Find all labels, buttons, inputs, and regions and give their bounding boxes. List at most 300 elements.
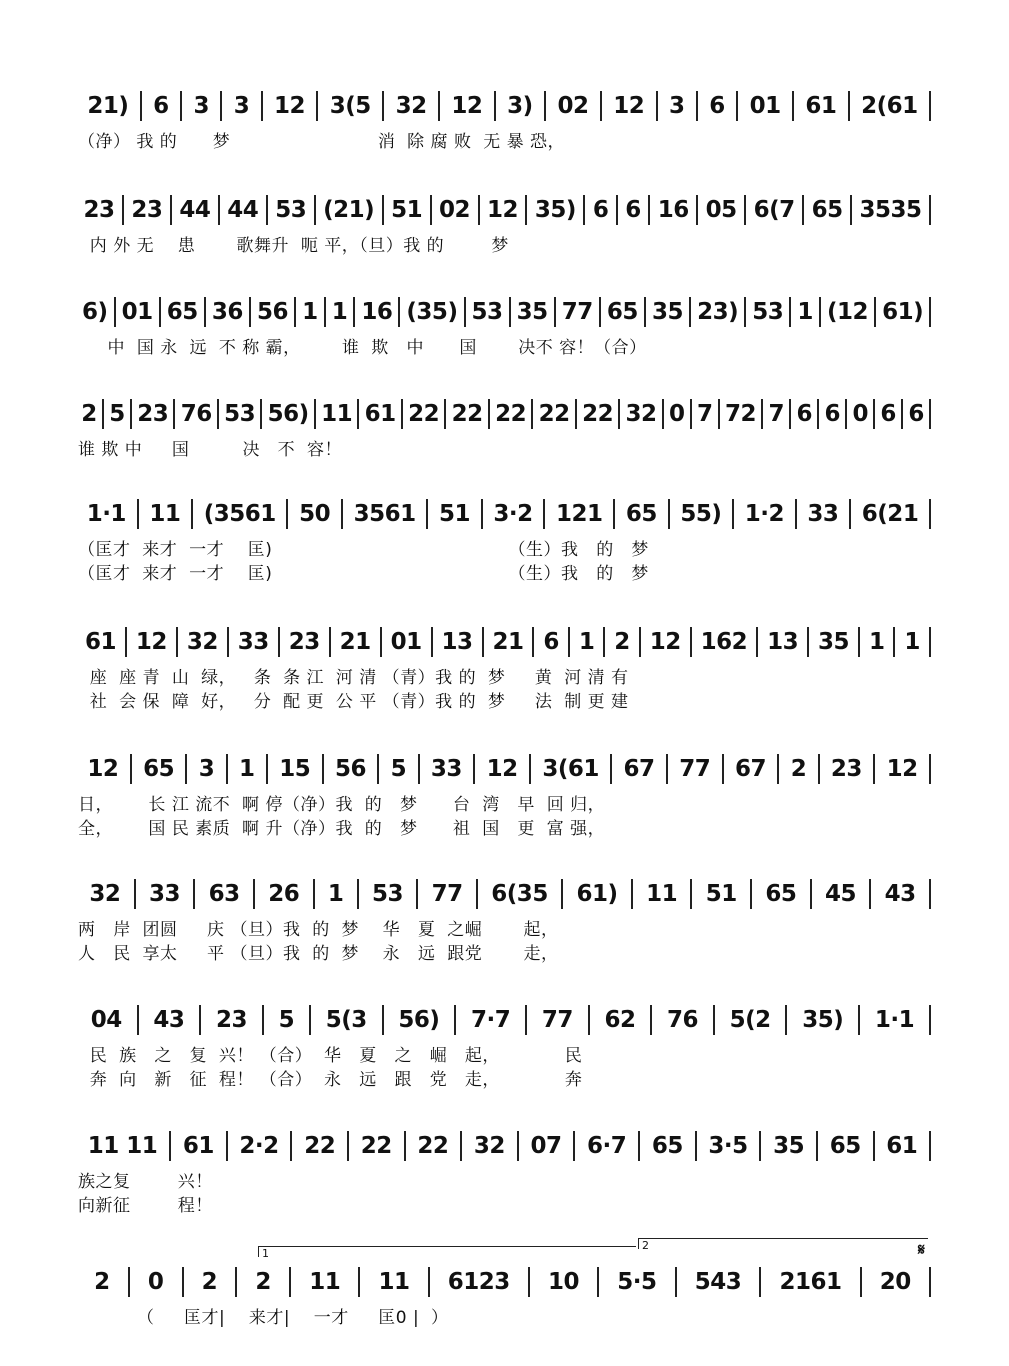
measure: 67	[734, 756, 766, 782]
measure: 77	[679, 756, 711, 782]
barline	[286, 499, 288, 529]
barline	[226, 1131, 228, 1161]
measure: 3	[669, 93, 685, 119]
measure: 1	[904, 629, 920, 655]
measure: 3	[193, 93, 209, 119]
barline	[695, 1131, 697, 1161]
measure: 5·5	[617, 1269, 657, 1295]
barline	[329, 627, 331, 657]
barline	[262, 1005, 264, 1035]
measure: 2	[81, 401, 97, 427]
barline	[380, 627, 382, 657]
barline	[929, 879, 931, 909]
barline	[792, 91, 794, 121]
measure: 6	[709, 93, 725, 119]
measure: 61	[364, 401, 396, 427]
measure: 3(5	[329, 93, 371, 119]
barline	[324, 297, 326, 327]
measure: 33	[807, 501, 839, 527]
barline	[102, 399, 104, 429]
barline	[802, 195, 804, 225]
score-system	[78, 1258, 933, 1330]
barline	[573, 1131, 575, 1161]
measure: (12	[826, 299, 868, 325]
measure: 67	[623, 756, 655, 782]
measure: 21)	[87, 93, 129, 119]
measure: 1	[331, 299, 348, 325]
barline	[818, 754, 820, 784]
measure: 50	[299, 501, 331, 527]
measure: 23	[83, 197, 115, 223]
barline	[648, 195, 650, 225]
barline	[631, 879, 633, 909]
measure: 43	[884, 881, 916, 907]
measure: 23	[288, 629, 320, 655]
barline	[509, 297, 511, 327]
measure: 51	[391, 197, 423, 223]
barline	[428, 1267, 430, 1297]
measure: 02	[557, 93, 589, 119]
barline	[217, 399, 219, 429]
lyric-line: 谁 欺 中 国 决 不 容！	[78, 440, 342, 460]
barline	[226, 754, 228, 784]
measure: 6	[625, 197, 641, 223]
barline	[488, 399, 490, 429]
measure: 6(7	[753, 197, 795, 223]
barline	[544, 91, 546, 121]
measure: 02	[439, 197, 471, 223]
barline	[893, 627, 895, 657]
measure: 162	[700, 629, 748, 655]
measure: 01	[121, 299, 153, 325]
measure: 2161	[779, 1269, 842, 1295]
measure: 65	[166, 299, 198, 325]
barline	[294, 297, 296, 327]
measure: 44	[179, 197, 211, 223]
barline	[218, 195, 220, 225]
score-system	[78, 870, 933, 966]
lyric-line: 族之复 兴！	[78, 1172, 213, 1192]
barline	[777, 754, 779, 784]
measure: 2	[201, 1269, 218, 1295]
barline	[929, 627, 931, 657]
barline	[473, 754, 475, 784]
barline	[137, 499, 139, 529]
measure: 6	[824, 401, 840, 427]
barline	[316, 91, 318, 121]
barline	[568, 627, 570, 657]
measure: 543	[694, 1269, 742, 1295]
measure: 23	[131, 197, 163, 223]
measure: 15	[279, 756, 311, 782]
barline	[444, 399, 446, 429]
barline	[357, 879, 359, 909]
measure: 36	[211, 299, 243, 325]
barline	[656, 91, 658, 121]
barline	[290, 1131, 292, 1161]
score-system	[78, 288, 933, 360]
barline	[314, 399, 316, 429]
measure: 6	[153, 93, 169, 119]
barline	[929, 754, 931, 784]
measure: 23)	[697, 299, 739, 325]
measure: 12	[886, 756, 918, 782]
measure: 3	[198, 756, 215, 782]
barline	[130, 399, 132, 429]
measure: 13	[441, 629, 473, 655]
measure: 65	[651, 1133, 683, 1159]
barline	[718, 399, 720, 429]
barline	[610, 754, 612, 784]
measure: 5(3	[325, 1007, 367, 1033]
barline	[929, 399, 931, 429]
barline	[347, 1131, 349, 1161]
barline	[816, 1131, 818, 1161]
measure: 11	[378, 1269, 410, 1295]
measure: 5	[109, 401, 125, 427]
measure: 76	[180, 401, 212, 427]
barline	[599, 297, 601, 327]
barline	[460, 1131, 462, 1161]
measure: 76	[667, 1007, 699, 1033]
measure: 10	[547, 1269, 579, 1295]
measure: 6	[908, 401, 924, 427]
notation-row	[78, 1258, 933, 1306]
barline	[668, 499, 670, 529]
measure: 12	[486, 197, 518, 223]
measure: 2(61	[861, 93, 918, 119]
barline	[722, 754, 724, 784]
barline	[583, 195, 585, 225]
barline	[398, 297, 400, 327]
measure: (35)	[406, 299, 458, 325]
measure: 12	[135, 629, 167, 655]
barline	[554, 297, 556, 327]
measure: 01	[390, 629, 422, 655]
measure: 3·2	[493, 501, 533, 527]
measure: 11	[321, 401, 353, 427]
barline	[929, 1131, 931, 1161]
barline	[170, 195, 172, 225]
barline	[650, 1005, 652, 1035]
barline	[176, 627, 178, 657]
measure: 11	[646, 881, 678, 907]
measure: 53	[224, 401, 256, 427]
measure: 56)	[267, 401, 309, 427]
measure: 1	[302, 299, 318, 325]
measure: 2	[255, 1269, 271, 1295]
barline	[638, 1131, 640, 1161]
measure: 11	[149, 501, 181, 527]
measure: 61	[182, 1133, 214, 1159]
measure: 33	[430, 756, 462, 782]
measure: (3561	[203, 501, 276, 527]
barline	[313, 879, 315, 909]
score-system	[78, 186, 933, 258]
barline	[173, 399, 175, 429]
barline	[858, 1005, 860, 1035]
barline	[525, 195, 527, 225]
measure: 6	[796, 401, 812, 427]
barline	[603, 627, 605, 657]
measure: 1	[797, 299, 813, 325]
notation-row	[78, 390, 933, 438]
measure: 62	[604, 1007, 636, 1033]
barline	[732, 499, 734, 529]
barline	[314, 195, 316, 225]
barline	[261, 91, 263, 121]
measure: 12	[87, 756, 119, 782]
measure: 7	[768, 401, 784, 427]
barline	[644, 297, 646, 327]
barline	[789, 297, 791, 327]
barline	[528, 1267, 530, 1297]
barline	[850, 195, 852, 225]
barline	[561, 879, 563, 909]
measure: 32	[395, 93, 427, 119]
measure: 53	[372, 881, 404, 907]
barline	[848, 91, 850, 121]
score-system	[78, 1122, 933, 1218]
measure: 32	[186, 629, 218, 655]
barline	[690, 879, 692, 909]
barline	[750, 879, 752, 909]
measure: 3535	[859, 197, 922, 223]
barline	[341, 499, 343, 529]
barline	[531, 399, 533, 429]
segno-sign: 𝄋	[918, 1240, 925, 1259]
measure: 0	[852, 401, 868, 427]
barline	[134, 879, 136, 909]
barline	[401, 399, 403, 429]
measure: 33	[237, 629, 269, 655]
barline	[869, 879, 871, 909]
measure: 21	[492, 629, 524, 655]
measure: 23	[216, 1007, 248, 1033]
measure: 53	[275, 197, 307, 223]
barline	[185, 754, 187, 784]
barline	[309, 1005, 311, 1035]
barline	[404, 1131, 406, 1161]
barline	[476, 879, 478, 909]
measure: 22	[451, 401, 483, 427]
measure: 22	[417, 1133, 449, 1159]
barline	[756, 627, 758, 657]
notation-row	[78, 996, 933, 1044]
measure: 6(35	[491, 881, 548, 907]
measure: 1	[327, 881, 344, 907]
lyric-line: 日， 长 江 流不 啊 停（净）我 的 梦 台 湾 早 回 归，	[78, 795, 606, 815]
lyric-line: 奔 向 新 征 程！ （合） 永 远 跟 党 走， 奔	[78, 1070, 583, 1090]
barline	[416, 879, 418, 909]
volta-second-ending: 2	[638, 1238, 928, 1249]
measure: 12	[613, 93, 645, 119]
measure: 20	[879, 1269, 911, 1295]
measure: 61)	[882, 299, 924, 325]
measure: 05	[705, 197, 737, 223]
measure: 61	[886, 1133, 918, 1159]
barline	[199, 1005, 201, 1035]
barline	[860, 1267, 862, 1297]
measure: 6123	[447, 1269, 510, 1295]
barline	[689, 297, 691, 327]
measure: 72	[725, 401, 757, 427]
measure: 12	[274, 93, 306, 119]
barline	[675, 1267, 677, 1297]
measure: 65	[811, 197, 843, 223]
notation-row	[78, 288, 933, 336]
measure: 55)	[680, 501, 722, 527]
barline	[690, 627, 692, 657]
lyric-line: 民 族 之 复 兴！ （合） 华 夏 之 崛 起， 民	[78, 1046, 583, 1066]
barline	[180, 91, 182, 121]
measure: 1·1	[874, 1007, 915, 1033]
barline	[666, 754, 668, 784]
barline	[278, 627, 280, 657]
barline	[220, 91, 222, 121]
barline	[858, 627, 860, 657]
measure: 7	[697, 401, 713, 427]
lyric-line: 人 民 享太 平 （旦）我 的 梦 永 远 跟党 走，	[78, 944, 559, 964]
measure: 56	[256, 299, 288, 325]
measure: 121	[556, 501, 603, 527]
measure: 2	[790, 756, 807, 782]
barline	[266, 754, 268, 784]
barline	[249, 297, 251, 327]
barline	[191, 499, 193, 529]
measure: 22	[538, 401, 570, 427]
measure: 1	[868, 629, 885, 655]
lyric-line: 座 座 青 山 绿， 条 条 江 河 清 （青）我 的 梦 黄 河 清 有	[78, 668, 629, 688]
measure: 35	[773, 1133, 805, 1159]
measure: 11	[309, 1269, 341, 1295]
measure: 1	[239, 756, 255, 782]
measure: 45	[825, 881, 857, 907]
measure: 65	[143, 756, 175, 782]
measure: 5(2	[729, 1007, 771, 1033]
barline	[807, 627, 809, 657]
barline	[289, 1267, 291, 1297]
barline	[929, 1267, 931, 1297]
barline	[382, 1005, 384, 1035]
barline	[744, 297, 746, 327]
barline	[613, 499, 615, 529]
barline	[382, 91, 384, 121]
measure: 35	[651, 299, 683, 325]
barline	[597, 1267, 599, 1297]
measure: 3·5	[708, 1133, 748, 1159]
measure: 61	[84, 629, 116, 655]
measure: 35)	[534, 197, 576, 223]
measure: 32	[625, 401, 657, 427]
barline	[464, 297, 466, 327]
measure: 6	[592, 197, 609, 223]
measure: 51	[705, 881, 737, 907]
notation-row	[78, 186, 933, 234]
barline	[235, 1267, 237, 1297]
barline	[182, 1267, 184, 1297]
lyric-line: 内 外 无 患 歌舞升 呃 平，（旦）我 的 梦	[78, 236, 509, 256]
measure: 65	[765, 881, 797, 907]
measure: 2	[94, 1269, 110, 1295]
lyric-line: 两 岸 团圆 庆 （旦）我 的 梦 华 夏 之崛 起，	[78, 920, 559, 940]
notation-row	[78, 870, 933, 918]
barline	[759, 1267, 761, 1297]
lyric-line: （匡才 来才 一才 匡) （生）我 的 梦	[78, 540, 649, 560]
barline	[357, 399, 359, 429]
score-system	[78, 618, 933, 714]
measure: 65	[829, 1133, 861, 1159]
barline	[588, 1005, 590, 1035]
measure: 22	[360, 1133, 392, 1159]
barline	[266, 195, 268, 225]
measure: 16	[361, 299, 393, 325]
barline	[260, 399, 262, 429]
barline	[159, 297, 161, 327]
barline	[690, 399, 692, 429]
measure: 32	[473, 1133, 505, 1159]
barline	[525, 1005, 527, 1035]
measure: 65	[606, 299, 638, 325]
barline	[789, 399, 791, 429]
barline	[810, 879, 812, 909]
score-system	[78, 745, 933, 841]
barline	[873, 754, 875, 784]
measure: 13	[767, 629, 799, 655]
measure: 22	[408, 401, 440, 427]
barline	[929, 499, 931, 529]
measure: 53	[471, 299, 503, 325]
barline	[696, 91, 698, 121]
measure: 26	[268, 881, 300, 907]
measure: 63	[208, 881, 240, 907]
barline	[713, 1005, 715, 1035]
measure: 6·7	[587, 1133, 627, 1159]
notation-row	[78, 745, 933, 793]
measure: 6(21	[861, 501, 919, 527]
barline	[122, 195, 124, 225]
measure: 12	[451, 93, 483, 119]
barline	[253, 879, 255, 909]
measure: 61	[805, 93, 837, 119]
barline	[543, 499, 545, 529]
measure: 12	[486, 756, 518, 782]
measure: 22	[582, 401, 614, 427]
measure: 3561	[353, 501, 416, 527]
measure: 7·7	[470, 1007, 511, 1033]
barline	[736, 91, 738, 121]
measure: 1·2	[744, 501, 784, 527]
measure: 32	[89, 881, 121, 907]
lyric-line: （净） 我 的 梦 消 除 腐 败 无 暴 恐，	[78, 132, 566, 152]
measure: 35)	[802, 1007, 844, 1033]
measure: 01	[749, 93, 781, 119]
measure: 2	[614, 629, 630, 655]
barline	[430, 195, 432, 225]
barline	[929, 297, 931, 327]
measure: 6	[543, 629, 559, 655]
barline	[227, 627, 229, 657]
measure: 23	[830, 756, 862, 782]
measure: 56	[334, 756, 366, 782]
measure: 12	[649, 629, 681, 655]
barline	[130, 754, 132, 784]
measure: 77	[541, 1007, 573, 1033]
measure: 43	[153, 1007, 185, 1033]
measure: 21	[339, 629, 371, 655]
barline	[426, 499, 428, 529]
barline	[532, 627, 534, 657]
